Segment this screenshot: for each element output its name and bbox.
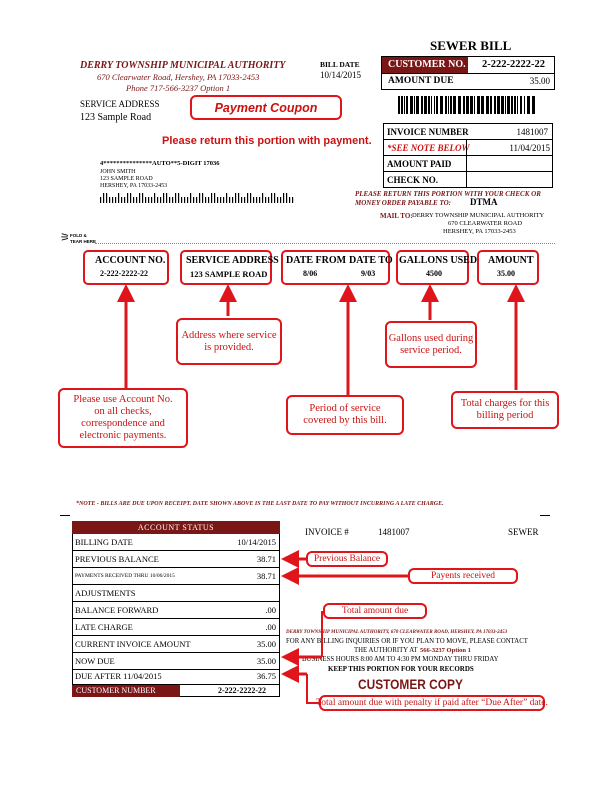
payments-received-text: Payents received [430, 571, 496, 581]
status-row-label: NOW DUE [75, 656, 115, 666]
note-rule-left [60, 515, 70, 516]
status-row-label: PREVIOUS BALANCE [75, 554, 159, 564]
total-callout [451, 391, 559, 429]
status-row-value: .00 [265, 622, 276, 632]
period-callout [286, 395, 404, 435]
address-callout [176, 318, 282, 365]
status-row-value: 36.75 [256, 671, 276, 681]
stub-line4: KEEP THIS PORTION FOR YOUR RECORDS [328, 665, 474, 673]
invoice-number-label: INVOICE NUMBER [387, 126, 469, 137]
account-no-label: ACCOUNT NO. [95, 255, 166, 266]
gallons-callout-text: Gallons used during service period. [388, 332, 474, 356]
service-address-value: 123 Sample Road [80, 112, 152, 123]
date-from-value: 8/06 [303, 269, 318, 278]
authority-phone: Phone 717-566-3237 Option 1 [126, 83, 231, 93]
status-row-value: 38.71 [256, 554, 276, 564]
date-from-label: DATE FROM [286, 255, 347, 266]
penalty-callout [316, 695, 548, 711]
stub-authority-line: DERRY TOWNSHIP MUNICIPAL AUTHORITY, 670 CLEARWATER ROAD, HERSHEY, PA 17033-2453 [286, 630, 508, 635]
fold-text-1: FOLD & [70, 233, 87, 238]
account-callout [58, 388, 188, 448]
payments-received-callout [408, 568, 518, 584]
penalty-text: Total amount due with penalty if paid after “Due After” date. [316, 698, 548, 708]
date-to-value: 9/03 [361, 269, 376, 278]
bill-date-label: BILL DATE [320, 60, 360, 69]
status-row-value: .00 [265, 605, 276, 615]
status-row-value: 35.00 [256, 656, 276, 666]
summary-address-value: 123 SAMPLE ROAD [190, 269, 268, 279]
customer-copy: CUSTOMER COPY [358, 676, 463, 692]
amount-due-label: AMOUNT DUE [388, 76, 454, 86]
gallons-callout [385, 321, 477, 368]
payable-payee: DTMA [470, 197, 498, 207]
customer-no-value: 2-222-2222-22 [482, 59, 545, 70]
status-row-value: 35.00 [256, 639, 276, 649]
mail-to-label: MAIL TO: [380, 212, 413, 220]
due-note: *NOTE - BILLS ARE DUE UPON RECEIPT. DATE SHOWN ABOVE IS THE LAST DATE TO PAY WITHOUT INCURRING A LATE CHARGE. [76, 501, 444, 507]
stub-line2b: 566-3237 Option 1 [420, 647, 471, 654]
fold-icon: ⚞ [60, 232, 70, 244]
mailing-name: JOHN SMITH [100, 169, 136, 175]
status-row-label: ADJUSTMENTS [75, 588, 136, 598]
previous-balance-callout [306, 551, 388, 567]
status-arrows [0, 540, 612, 720]
bill-date-value: 10/14/2015 [320, 70, 362, 80]
total-callout-text: Total charges for this billing period [460, 398, 550, 421]
mail-to-line2: 670 CLEARWATER ROAD [448, 220, 523, 227]
address-callout-text: Address where service is provided. [181, 329, 277, 353]
status-row-label: PAYMENTS RECEIVED THRU 10/06/2015 [75, 573, 175, 579]
customer-number-value: 2-222-2222-22 [218, 686, 266, 695]
see-note-value: 11/04/2015 [509, 142, 550, 153]
authority-name: DERRY TOWNSHIP MUNICIPAL AUTHORITY [80, 60, 286, 71]
payable-line2: MONEY ORDER PAYABLE TO: [355, 199, 452, 207]
return-notice: Please return this portion with payment. [162, 135, 372, 147]
period-callout-text: Period of service covered by this bill. [303, 403, 387, 426]
total-amount-due-callout [323, 603, 427, 619]
gallons-label: GALLONS USED [399, 255, 478, 266]
customer-no-label: CUSTOMER NO. [388, 59, 466, 70]
account-status-header-text: ACCOUNT STATUS [137, 523, 215, 532]
bill-title: SEWER BILL [430, 38, 512, 53]
stub-type: SEWER [508, 527, 539, 537]
total-amount-due-text: Total amount due [341, 606, 409, 616]
amount-paid-label: AMOUNT PAID [387, 158, 452, 169]
account-no-value: 2-222-2222-22 [100, 269, 148, 278]
status-row-label: BALANCE FORWARD [75, 605, 159, 615]
stub-line2a: THE AUTHORITY AT [354, 647, 418, 654]
status-row-label: LATE CHARGE [75, 622, 133, 632]
stub-line3: BUSINESS HOURS 8:00 AM TO 4:30 PM MONDAY THRU FRIDAY [302, 656, 499, 663]
see-note-label: *SEE NOTE BELOW [387, 142, 470, 153]
date-to-label: DATE TO [349, 255, 393, 266]
status-row-label: CURRENT INVOICE AMOUNT [75, 639, 191, 649]
check-no-label: CHECK NO. [387, 174, 439, 185]
fold-text-2: TEAR HERE [70, 239, 97, 244]
mail-to-line3: HERSHEY, PA 17033-2453 [443, 228, 516, 235]
mailing-street: 123 SAMPLE ROAD [100, 176, 153, 182]
summary-address-label: SERVICE ADDRESS [186, 255, 279, 266]
mail-to-line1: DERRY TOWNSHIP MUNICIPAL AUTHORITY [412, 212, 545, 219]
status-row-value: 38.71 [256, 571, 276, 581]
stub-invoice-value: 1481007 [378, 527, 410, 537]
payable-line1: PLEASE RETURN THIS PORTION WITH YOUR CHECK OR [355, 190, 541, 198]
payment-coupon-label: Payment Coupon [214, 100, 318, 115]
customer-number-label-text: CUSTOMER NUMBER [76, 686, 156, 695]
gallons-value: 4500 [426, 269, 442, 278]
stub-invoice-label: INVOICE # [305, 527, 349, 537]
authority-address: 670 Clearwater Road, Hershey, PA 17033-2453 [97, 72, 260, 82]
status-row-label: BILLING DATE [75, 537, 133, 547]
status-row-label: DUE AFTER 11/04/2015 [75, 671, 162, 681]
account-callout-text: Please use Account No. on all checks, correspondence and electronic payments. [73, 394, 173, 441]
previous-balance-text: Previous Balance [313, 554, 381, 564]
status-row-value: 10/14/2015 [237, 537, 276, 547]
amount-label: AMOUNT [488, 255, 534, 266]
note-rule-right [540, 515, 550, 516]
stub-line1: FOR ANY BILLING INQUIRIES OR IF YOU PLAN TO MOVE, PLEASE CONTACT [286, 638, 528, 645]
mailing-city: HERSHEY, PA 17033-2453 [100, 183, 168, 189]
amount-due-value: 35.00 [529, 76, 550, 86]
service-address-label: SERVICE ADDRESS [80, 99, 160, 109]
mailing-sort: 4***************AUTO**5-DIGIT 17036 [100, 160, 220, 167]
amount-value: 35.00 [497, 269, 515, 278]
invoice-number-value: 1481007 [516, 126, 548, 137]
account-status-header [72, 521, 280, 534]
